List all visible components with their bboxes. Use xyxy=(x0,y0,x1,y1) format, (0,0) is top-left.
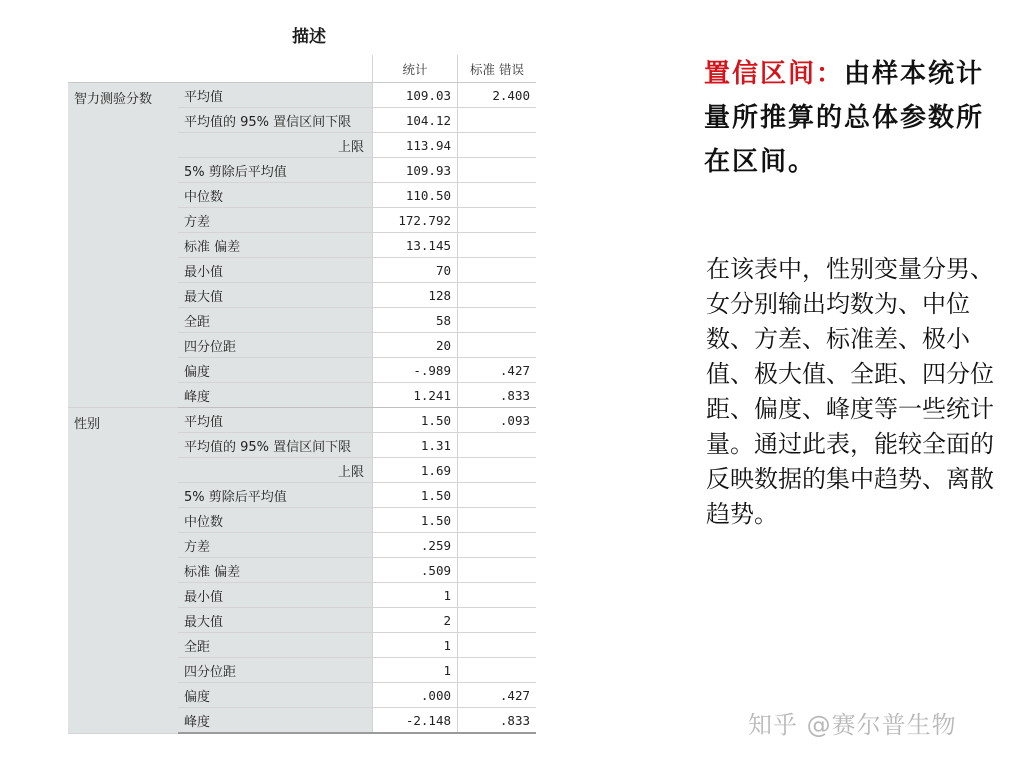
statistic-value-cell: 104.12 xyxy=(373,108,458,133)
std-error-cell xyxy=(458,308,537,333)
std-error-cell xyxy=(458,258,537,283)
std-error-cell xyxy=(458,533,537,558)
statistic-label-cell: 中位数 xyxy=(178,183,373,208)
std-error-cell xyxy=(458,433,537,458)
statistic-value-cell: 1.50 xyxy=(373,408,458,433)
std-error-cell xyxy=(458,508,537,533)
statistic-value-cell: -2.148 xyxy=(373,708,458,734)
std-error-cell xyxy=(458,658,537,683)
header-blank-stat xyxy=(178,55,373,83)
std-error-cell: 2.400 xyxy=(458,83,537,108)
statistic-label-cell: 平均值的 95% 置信区间下限 xyxy=(178,433,373,458)
statistic-value-cell: 109.93 xyxy=(373,158,458,183)
statistic-label-cell: 方差 xyxy=(178,533,373,558)
statistic-label-cell: 标准 偏差 xyxy=(178,558,373,583)
statistic-label-cell: 标准 偏差 xyxy=(178,233,373,258)
statistic-label-cell: 最大值 xyxy=(178,608,373,633)
header-std-error: 标准 错误 xyxy=(458,55,537,83)
statistic-value-cell: 1 xyxy=(373,633,458,658)
statistic-value-cell: 1.50 xyxy=(373,483,458,508)
variable-name-cell: 智力测验分数 xyxy=(68,83,178,408)
std-error-cell xyxy=(458,483,537,508)
std-error-cell: .833 xyxy=(458,383,537,408)
statistic-label-cell: 5% 剪除后平均值 xyxy=(178,483,373,508)
statistic-value-cell: 172.792 xyxy=(373,208,458,233)
statistic-value-cell: 1 xyxy=(373,583,458,608)
definition-box xyxy=(704,52,994,184)
statistic-label-cell: 中位数 xyxy=(178,508,373,533)
std-error-cell xyxy=(458,183,537,208)
statistic-value-cell: 1 xyxy=(373,658,458,683)
std-error-cell xyxy=(458,133,537,158)
statistic-label-cell: 峰度 xyxy=(178,708,373,734)
statistic-label-cell: 方差 xyxy=(178,208,373,233)
statistic-label-cell: 最小值 xyxy=(178,583,373,608)
statistic-value-cell: 70 xyxy=(373,258,458,283)
statistic-label-cell: 偏度 xyxy=(178,358,373,383)
statistic-label-cell: 平均值 xyxy=(178,83,373,108)
statistic-value-cell: 113.94 xyxy=(373,133,458,158)
statistic-value-cell: 1.241 xyxy=(373,383,458,408)
std-error-cell xyxy=(458,283,537,308)
statistic-label-cell: 最小值 xyxy=(178,258,373,283)
statistic-label-cell: 峰度 xyxy=(178,383,373,408)
header-statistic: 统计 xyxy=(373,55,458,83)
statistic-label-cell: 平均值的 95% 置信区间下限 xyxy=(178,108,373,133)
explanation-text: 在该表中，性别变量分男、女分别输出均数为、中位数、方差、标准差、极小值、极大值、全距、四分位距、偏度、峰度等一些统计量。通过此表，能较全面的反映数据的集中趋势、离散趋势。 xyxy=(706,255,994,528)
statistic-label-cell: 最大值 xyxy=(178,283,373,308)
table-row xyxy=(68,408,536,433)
std-error-cell xyxy=(458,633,537,658)
statistic-value-cell: .000 xyxy=(373,683,458,708)
statistic-value-cell: 20 xyxy=(373,333,458,358)
std-error-cell xyxy=(458,208,537,233)
variable-name-cell: 性别 xyxy=(68,408,178,734)
statistic-value-cell: 13.145 xyxy=(373,233,458,258)
descriptives-table xyxy=(68,55,536,734)
std-error-cell xyxy=(458,458,537,483)
statistic-label-cell: 四分位距 xyxy=(178,333,373,358)
watermark: 知乎 @赛尔普生物 xyxy=(748,711,957,739)
statistic-value-cell: .259 xyxy=(373,533,458,558)
statistic-value-cell: 2 xyxy=(373,608,458,633)
statistic-value-cell: 128 xyxy=(373,283,458,308)
table-title: 描述 xyxy=(292,27,326,47)
statistic-value-cell: 110.50 xyxy=(373,183,458,208)
statistic-value-cell: 58 xyxy=(373,308,458,333)
statistic-label-cell: 全距 xyxy=(178,308,373,333)
statistic-label-cell: 平均值 xyxy=(178,408,373,433)
std-error-cell: .833 xyxy=(458,708,537,734)
statistic-value-cell: 109.03 xyxy=(373,83,458,108)
std-error-cell xyxy=(458,558,537,583)
std-error-cell xyxy=(458,333,537,358)
statistic-label-cell: 上限 xyxy=(178,133,373,158)
definition-term: 置信区间： xyxy=(704,59,845,89)
statistic-value-cell: -.989 xyxy=(373,358,458,383)
std-error-cell xyxy=(458,158,537,183)
statistic-value-cell: 1.50 xyxy=(373,508,458,533)
statistic-label-cell: 上限 xyxy=(178,458,373,483)
statistic-value-cell: 1.69 xyxy=(373,458,458,483)
table-header-row xyxy=(68,55,536,83)
table-body xyxy=(68,83,536,734)
statistic-label-cell: 全距 xyxy=(178,633,373,658)
std-error-cell xyxy=(458,233,537,258)
std-error-cell xyxy=(458,583,537,608)
std-error-cell xyxy=(458,608,537,633)
definition-text: 由样本统计量所推算的总体参数所在区间。 xyxy=(704,59,985,177)
table-row xyxy=(68,83,536,108)
std-error-cell: .427 xyxy=(458,358,537,383)
std-error-cell: .093 xyxy=(458,408,537,433)
statistic-label-cell: 5% 剪除后平均值 xyxy=(178,158,373,183)
statistic-value-cell: 1.31 xyxy=(373,433,458,458)
statistic-label-cell: 四分位距 xyxy=(178,658,373,683)
header-blank-var xyxy=(68,55,178,83)
statistic-value-cell: .509 xyxy=(373,558,458,583)
std-error-cell: .427 xyxy=(458,683,537,708)
std-error-cell xyxy=(458,108,537,133)
statistic-label-cell: 偏度 xyxy=(178,683,373,708)
